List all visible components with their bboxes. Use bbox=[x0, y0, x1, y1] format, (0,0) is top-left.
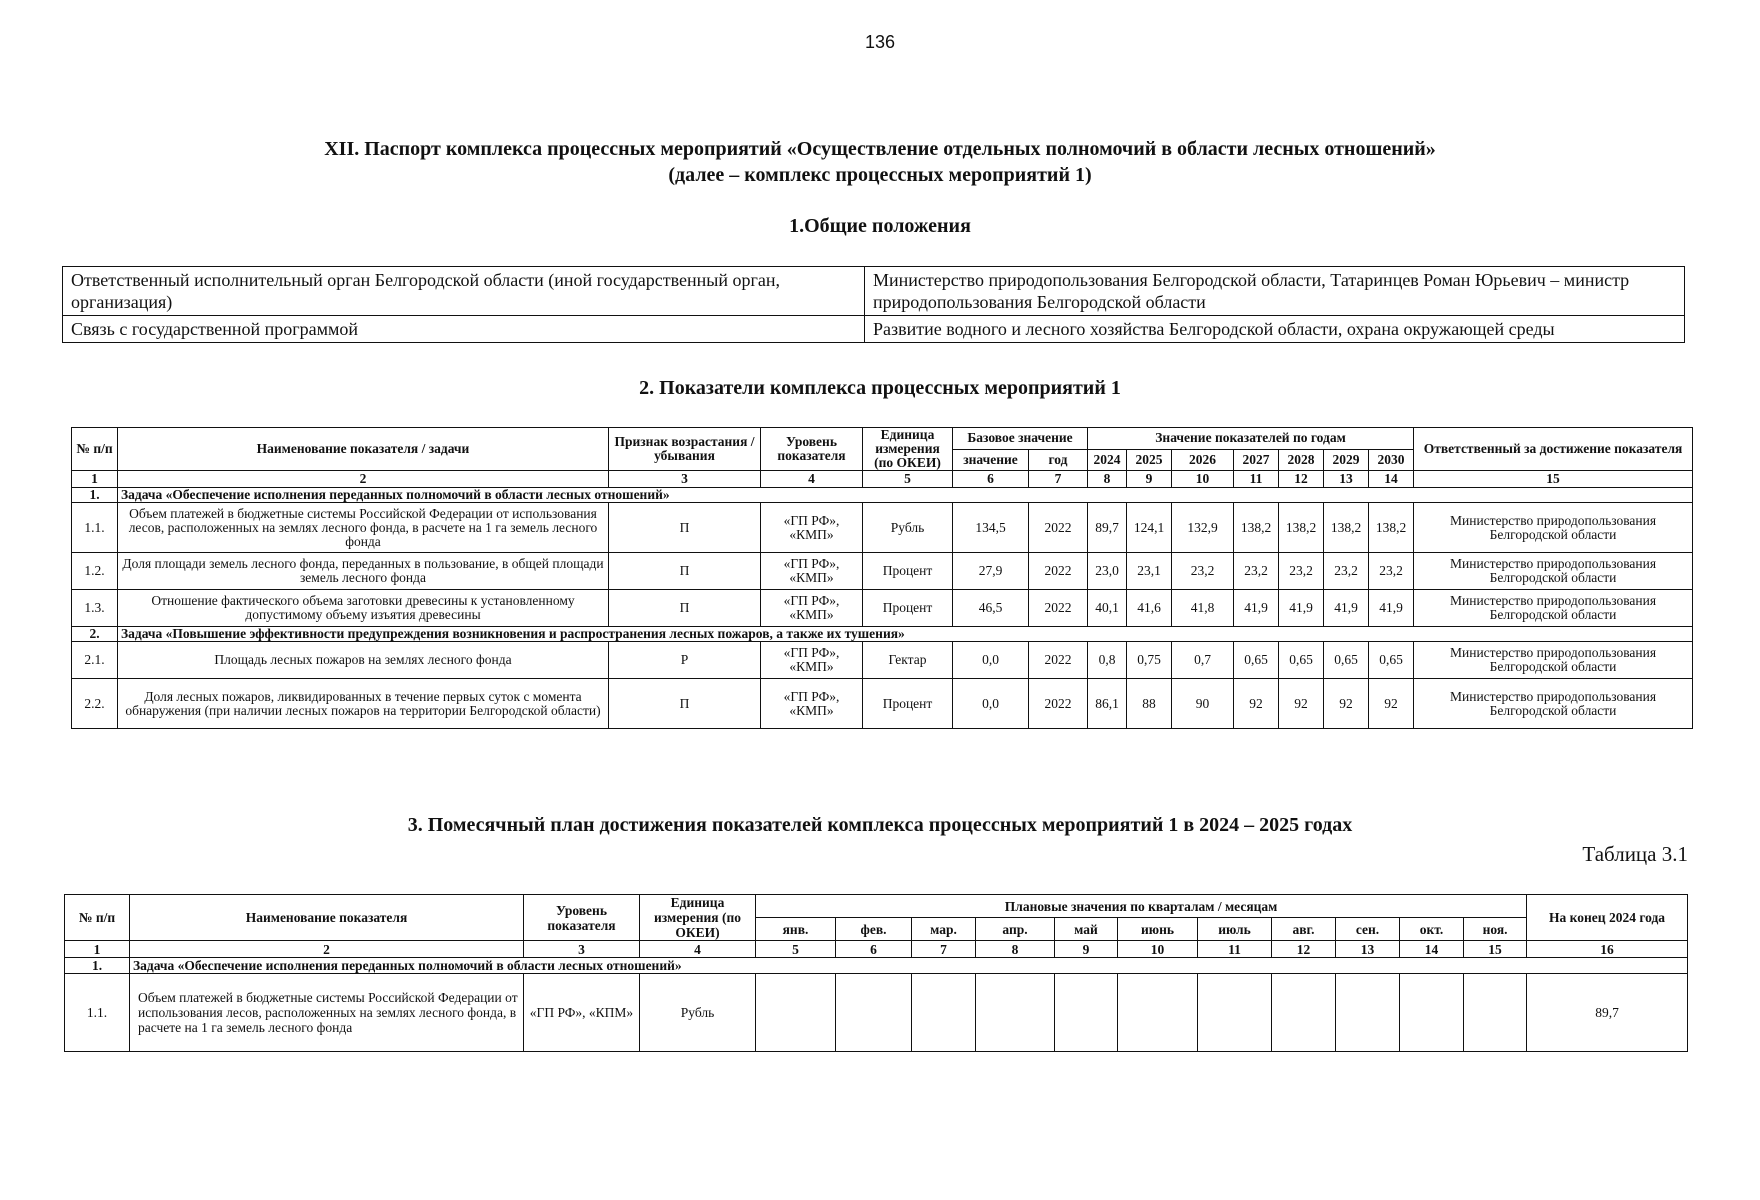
general-table bbox=[62, 266, 1685, 343]
mon-cell-empty bbox=[976, 974, 1055, 1052]
ind-cell-year-value: 0,75 bbox=[1127, 642, 1172, 679]
ind-cell-year-value: 88 bbox=[1127, 679, 1172, 729]
ind-cell-sign: П bbox=[609, 679, 761, 729]
ind-col-number: 4 bbox=[761, 471, 863, 488]
mon-row-name: Объем платежей в бюджетные системы Российской Федерации от использования лесов, расположенных на землях лесного фонда, в расчете на 1 га земель лесного фонда bbox=[130, 974, 524, 1052]
mon-header-month: фев. bbox=[836, 918, 912, 941]
mon-section-num: 1. bbox=[65, 958, 130, 974]
mon-col-number: 12 bbox=[1272, 941, 1336, 958]
ind-cell-name: Доля площади земель лесного фонда, переданных в пользование, в общей площади земель лесного фонда bbox=[118, 553, 609, 590]
ind-cell-year-value: 0,65 bbox=[1234, 642, 1279, 679]
ind-cell-name: Объем платежей в бюджетные системы Российской Федерации от использования лесов, расположенных на землях лесного фонда, в расчете на 1 га земель лесного фонда bbox=[118, 503, 609, 553]
ind-header-responsible: Ответственный за достижение показателя bbox=[1414, 428, 1693, 471]
ind-cell-responsible: Министерство природопользования Белгородской области bbox=[1414, 503, 1693, 553]
ind-col-number: 5 bbox=[863, 471, 953, 488]
ind-cell-num: 2.2. bbox=[72, 679, 118, 729]
ind-header-year: 2030 bbox=[1369, 449, 1414, 471]
ind-cell-year-value: 41,9 bbox=[1369, 590, 1414, 627]
ind-col-number: 14 bbox=[1369, 471, 1414, 488]
mon-row-unit: Рубль bbox=[640, 974, 756, 1052]
ind-cell-year-value: 0,65 bbox=[1279, 642, 1324, 679]
responsible-label: Ответственный исполнительный орган Белгородской области (иной государственный орган, организация) bbox=[63, 267, 865, 316]
ind-cell-year-value: 41,8 bbox=[1172, 590, 1234, 627]
mon-cell-empty bbox=[1400, 974, 1464, 1052]
ind-header-year: 2026 bbox=[1172, 449, 1234, 471]
ind-cell-year-value: 23,2 bbox=[1369, 553, 1414, 590]
ind-cell-sign: П bbox=[609, 503, 761, 553]
mon-header-month: янв. bbox=[756, 918, 836, 941]
mon-header-month: сен. bbox=[1336, 918, 1400, 941]
indicators-table bbox=[71, 427, 1693, 729]
ind-cell-level: «ГП РФ», «КМП» bbox=[761, 679, 863, 729]
ind-table-row bbox=[72, 642, 1693, 679]
ind-cell-year-value: 23,2 bbox=[1172, 553, 1234, 590]
mon-header-month: окт. bbox=[1400, 918, 1464, 941]
mon-col-number: 4 bbox=[640, 941, 756, 958]
table-note: Таблица 3.1 bbox=[1582, 842, 1688, 866]
ind-cell-level: «ГП РФ», «КМП» bbox=[761, 503, 863, 553]
ind-header-year: 2027 bbox=[1234, 449, 1279, 471]
ind-header-level: Уровень показателя bbox=[761, 428, 863, 471]
ind-cell-year-value: 0,7 bbox=[1172, 642, 1234, 679]
ind-header-year: 2024 bbox=[1088, 449, 1127, 471]
ind-header-year: 2025 bbox=[1127, 449, 1172, 471]
mon-cell-empty bbox=[1198, 974, 1272, 1052]
mon-row-end-value: 89,7 bbox=[1527, 974, 1688, 1052]
mon-cell-empty bbox=[1464, 974, 1527, 1052]
mon-col-number: 13 bbox=[1336, 941, 1400, 958]
ind-cell-base-year: 2022 bbox=[1029, 590, 1088, 627]
ind-col-number: 11 bbox=[1234, 471, 1279, 488]
ind-col-number: 1 bbox=[72, 471, 118, 488]
mon-header-month: авг. bbox=[1272, 918, 1336, 941]
ind-section-title: Задача «Повышение эффективности предупреждения возникновения и распространения лесных пожаров, а также их тушения» bbox=[118, 627, 1693, 642]
mon-col-number: 1 bbox=[65, 941, 130, 958]
mon-cell-empty bbox=[912, 974, 976, 1052]
ind-cell-year-value: 90 bbox=[1172, 679, 1234, 729]
mon-col-number: 6 bbox=[836, 941, 912, 958]
ind-cell-num: 1.1. bbox=[72, 503, 118, 553]
ind-cell-year-value: 23,2 bbox=[1324, 553, 1369, 590]
ind-header-num: № п/п bbox=[72, 428, 118, 471]
ind-cell-unit: Процент bbox=[863, 553, 953, 590]
ind-column-numbers bbox=[72, 471, 1693, 488]
ind-cell-year-value: 23,1 bbox=[1127, 553, 1172, 590]
ind-cell-year-value: 41,9 bbox=[1234, 590, 1279, 627]
ind-cell-level: «ГП РФ», «КМП» bbox=[761, 553, 863, 590]
ind-section-row bbox=[72, 627, 1693, 642]
ind-header-base-value: значение bbox=[953, 449, 1029, 471]
ind-cell-year-value: 40,1 bbox=[1088, 590, 1127, 627]
ind-cell-num: 2.1. bbox=[72, 642, 118, 679]
mon-header-plan-group: Плановые значения по кварталам / месяцам bbox=[756, 895, 1527, 918]
ind-cell-year-value: 92 bbox=[1279, 679, 1324, 729]
ind-cell-year-value: 138,2 bbox=[1279, 503, 1324, 553]
mon-row-num: 1.1. bbox=[65, 974, 130, 1052]
ind-cell-responsible: Министерство природопользования Белгородской области bbox=[1414, 590, 1693, 627]
page-number: 136 bbox=[864, 32, 896, 52]
ind-section-row bbox=[72, 488, 1693, 503]
ind-cell-base-year: 2022 bbox=[1029, 503, 1088, 553]
ind-header-sign: Признак возрастания / убывания bbox=[609, 428, 761, 471]
ind-cell-responsible: Министерство природопользования Белгородской области bbox=[1414, 553, 1693, 590]
mon-header-month: июль bbox=[1198, 918, 1272, 941]
mon-cell-empty bbox=[756, 974, 836, 1052]
ind-cell-year-value: 124,1 bbox=[1127, 503, 1172, 553]
mon-col-number: 8 bbox=[976, 941, 1055, 958]
ind-cell-base-year: 2022 bbox=[1029, 642, 1088, 679]
mon-cell-empty bbox=[1336, 974, 1400, 1052]
ind-header-unit: Единица измерения (по ОКЕИ) bbox=[863, 428, 953, 471]
mon-col-number: 9 bbox=[1055, 941, 1118, 958]
section-3-title: 3. Помесячный план достижения показателей комплекса процессных мероприятий 1 в 2024 – 2025 годах bbox=[407, 814, 1353, 836]
mon-header-level: Уровень показателя bbox=[524, 895, 640, 941]
mon-cell-empty bbox=[1055, 974, 1118, 1052]
ind-cell-level: «ГП РФ», «КМП» bbox=[761, 590, 863, 627]
ind-col-number: 13 bbox=[1324, 471, 1369, 488]
ind-cell-year-value: 138,2 bbox=[1324, 503, 1369, 553]
ind-section-title: Задача «Обеспечение исполнения переданных полномочий в области лесных отношений» bbox=[118, 488, 1693, 503]
ind-cell-base-value: 27,9 bbox=[953, 553, 1029, 590]
ind-cell-year-value: 132,9 bbox=[1172, 503, 1234, 553]
ind-cell-responsible: Министерство природопользования Белгородской области bbox=[1414, 642, 1693, 679]
ind-header-years-group: Значение показателей по годам bbox=[1088, 428, 1414, 450]
ind-cell-name: Отношение фактического объема заготовки древесины к установленному допустимому объему изъятия древесины bbox=[118, 590, 609, 627]
ind-cell-base-value: 134,5 bbox=[953, 503, 1029, 553]
mon-cell-empty bbox=[1118, 974, 1198, 1052]
ind-cell-year-value: 23,0 bbox=[1088, 553, 1127, 590]
ind-cell-unit: Гектар bbox=[863, 642, 953, 679]
monthly-plan-table bbox=[64, 894, 1688, 1052]
mon-col-number: 10 bbox=[1118, 941, 1198, 958]
ind-cell-num: 1.3. bbox=[72, 590, 118, 627]
ind-col-number: 8 bbox=[1088, 471, 1127, 488]
mon-header-month: ноя. bbox=[1464, 918, 1527, 941]
ind-cell-sign: П bbox=[609, 553, 761, 590]
ind-cell-year-value: 0,8 bbox=[1088, 642, 1127, 679]
mon-col-number: 16 bbox=[1527, 941, 1688, 958]
mon-cell-empty bbox=[1272, 974, 1336, 1052]
ind-cell-base-value: 0,0 bbox=[953, 679, 1029, 729]
ind-cell-name: Площадь лесных пожаров на землях лесного фонда bbox=[118, 642, 609, 679]
ind-cell-year-value: 92 bbox=[1369, 679, 1414, 729]
ind-cell-year-value: 23,2 bbox=[1234, 553, 1279, 590]
ind-col-number: 15 bbox=[1414, 471, 1693, 488]
ind-cell-num: 1.2. bbox=[72, 553, 118, 590]
ind-table-row bbox=[72, 679, 1693, 729]
mon-header-end: На конец 2024 года bbox=[1527, 895, 1688, 941]
ind-cell-year-value: 89,7 bbox=[1088, 503, 1127, 553]
mon-cell-empty bbox=[836, 974, 912, 1052]
program-link-value: Развитие водного и лесного хозяйства Белгородской области, охрана окружающей среды bbox=[865, 316, 1685, 343]
ind-col-number: 3 bbox=[609, 471, 761, 488]
ind-header-year: 2028 bbox=[1279, 449, 1324, 471]
ind-cell-sign: П bbox=[609, 590, 761, 627]
responsible-value: Министерство природопользования Белгородской области, Татаринцев Роман Юрьевич – министр природопользования Белгородской области bbox=[865, 267, 1685, 316]
title-line-2: (далее – комплекс процессных мероприятий 1) bbox=[668, 164, 1092, 186]
ind-cell-base-value: 0,0 bbox=[953, 642, 1029, 679]
mon-col-number: 15 bbox=[1464, 941, 1527, 958]
mon-row-level: «ГП РФ», «КПМ» bbox=[524, 974, 640, 1052]
ind-col-number: 12 bbox=[1279, 471, 1324, 488]
general-row bbox=[63, 267, 1685, 316]
mon-col-number: 2 bbox=[130, 941, 524, 958]
ind-cell-year-value: 92 bbox=[1324, 679, 1369, 729]
mon-header-name: Наименование показателя bbox=[130, 895, 524, 941]
ind-cell-name: Доля лесных пожаров, ликвидированных в течение первых суток с момента обнаружения (при наличии лесных пожаров на территории Белгородской области) bbox=[118, 679, 609, 729]
title-line-1: XII. Паспорт комплекса процессных мероприятий «Осуществление отдельных полномочий в области лесных отношений» bbox=[324, 138, 1436, 160]
ind-cell-base-year: 2022 bbox=[1029, 679, 1088, 729]
mon-col-number: 7 bbox=[912, 941, 976, 958]
ind-col-number: 7 bbox=[1029, 471, 1088, 488]
mon-column-numbers bbox=[65, 941, 1688, 958]
ind-header-name: Наименование показателя / задачи bbox=[118, 428, 609, 471]
ind-col-number: 2 bbox=[118, 471, 609, 488]
general-row bbox=[63, 316, 1685, 343]
ind-cell-level: «ГП РФ», «КМП» bbox=[761, 642, 863, 679]
mon-col-number: 3 bbox=[524, 941, 640, 958]
ind-col-number: 9 bbox=[1127, 471, 1172, 488]
mon-col-number: 11 bbox=[1198, 941, 1272, 958]
mon-header-num: № п/п bbox=[65, 895, 130, 941]
ind-cell-year-value: 41,9 bbox=[1279, 590, 1324, 627]
document-title bbox=[0, 136, 1760, 188]
ind-cell-year-value: 138,2 bbox=[1369, 503, 1414, 553]
ind-table-row bbox=[72, 590, 1693, 627]
ind-cell-year-value: 0,65 bbox=[1369, 642, 1414, 679]
ind-cell-year-value: 41,6 bbox=[1127, 590, 1172, 627]
ind-cell-year-value: 41,9 bbox=[1324, 590, 1369, 627]
ind-col-number: 10 bbox=[1172, 471, 1234, 488]
ind-section-num: 1. bbox=[72, 488, 118, 503]
mon-section-row bbox=[65, 958, 1688, 974]
ind-cell-year-value: 138,2 bbox=[1234, 503, 1279, 553]
ind-col-number: 6 bbox=[953, 471, 1029, 488]
mon-header-month: апр. bbox=[976, 918, 1055, 941]
mon-header-month: мар. bbox=[912, 918, 976, 941]
ind-cell-base-year: 2022 bbox=[1029, 553, 1088, 590]
mon-table-row bbox=[65, 974, 1688, 1052]
mon-header-unit: Единица измерения (по ОКЕИ) bbox=[640, 895, 756, 941]
ind-cell-base-value: 46,5 bbox=[953, 590, 1029, 627]
ind-cell-year-value: 0,65 bbox=[1324, 642, 1369, 679]
mon-header-month: июнь bbox=[1118, 918, 1198, 941]
ind-cell-unit: Процент bbox=[863, 590, 953, 627]
ind-cell-year-value: 92 bbox=[1234, 679, 1279, 729]
ind-header-base-year: год bbox=[1029, 449, 1088, 471]
section-1-title: 1.Общие положения bbox=[789, 215, 971, 237]
ind-table-row bbox=[72, 553, 1693, 590]
ind-cell-unit: Процент bbox=[863, 679, 953, 729]
section-2-title: 2. Показатели комплекса процессных мероприятий 1 bbox=[639, 377, 1121, 399]
ind-cell-sign: Р bbox=[609, 642, 761, 679]
ind-header-year: 2029 bbox=[1324, 449, 1369, 471]
ind-cell-year-value: 86,1 bbox=[1088, 679, 1127, 729]
mon-section-title: Задача «Обеспечение исполнения переданных полномочий в области лесных отношений» bbox=[130, 958, 1688, 974]
ind-header-base: Базовое значение bbox=[953, 428, 1088, 450]
ind-section-num: 2. bbox=[72, 627, 118, 642]
ind-table-row bbox=[72, 503, 1693, 553]
program-link-label: Связь с государственной программой bbox=[63, 316, 865, 343]
ind-cell-unit: Рубль bbox=[863, 503, 953, 553]
mon-header-month: май bbox=[1055, 918, 1118, 941]
ind-cell-responsible: Министерство природопользования Белгородской области bbox=[1414, 679, 1693, 729]
ind-cell-year-value: 23,2 bbox=[1279, 553, 1324, 590]
mon-col-number: 14 bbox=[1400, 941, 1464, 958]
mon-col-number: 5 bbox=[756, 941, 836, 958]
